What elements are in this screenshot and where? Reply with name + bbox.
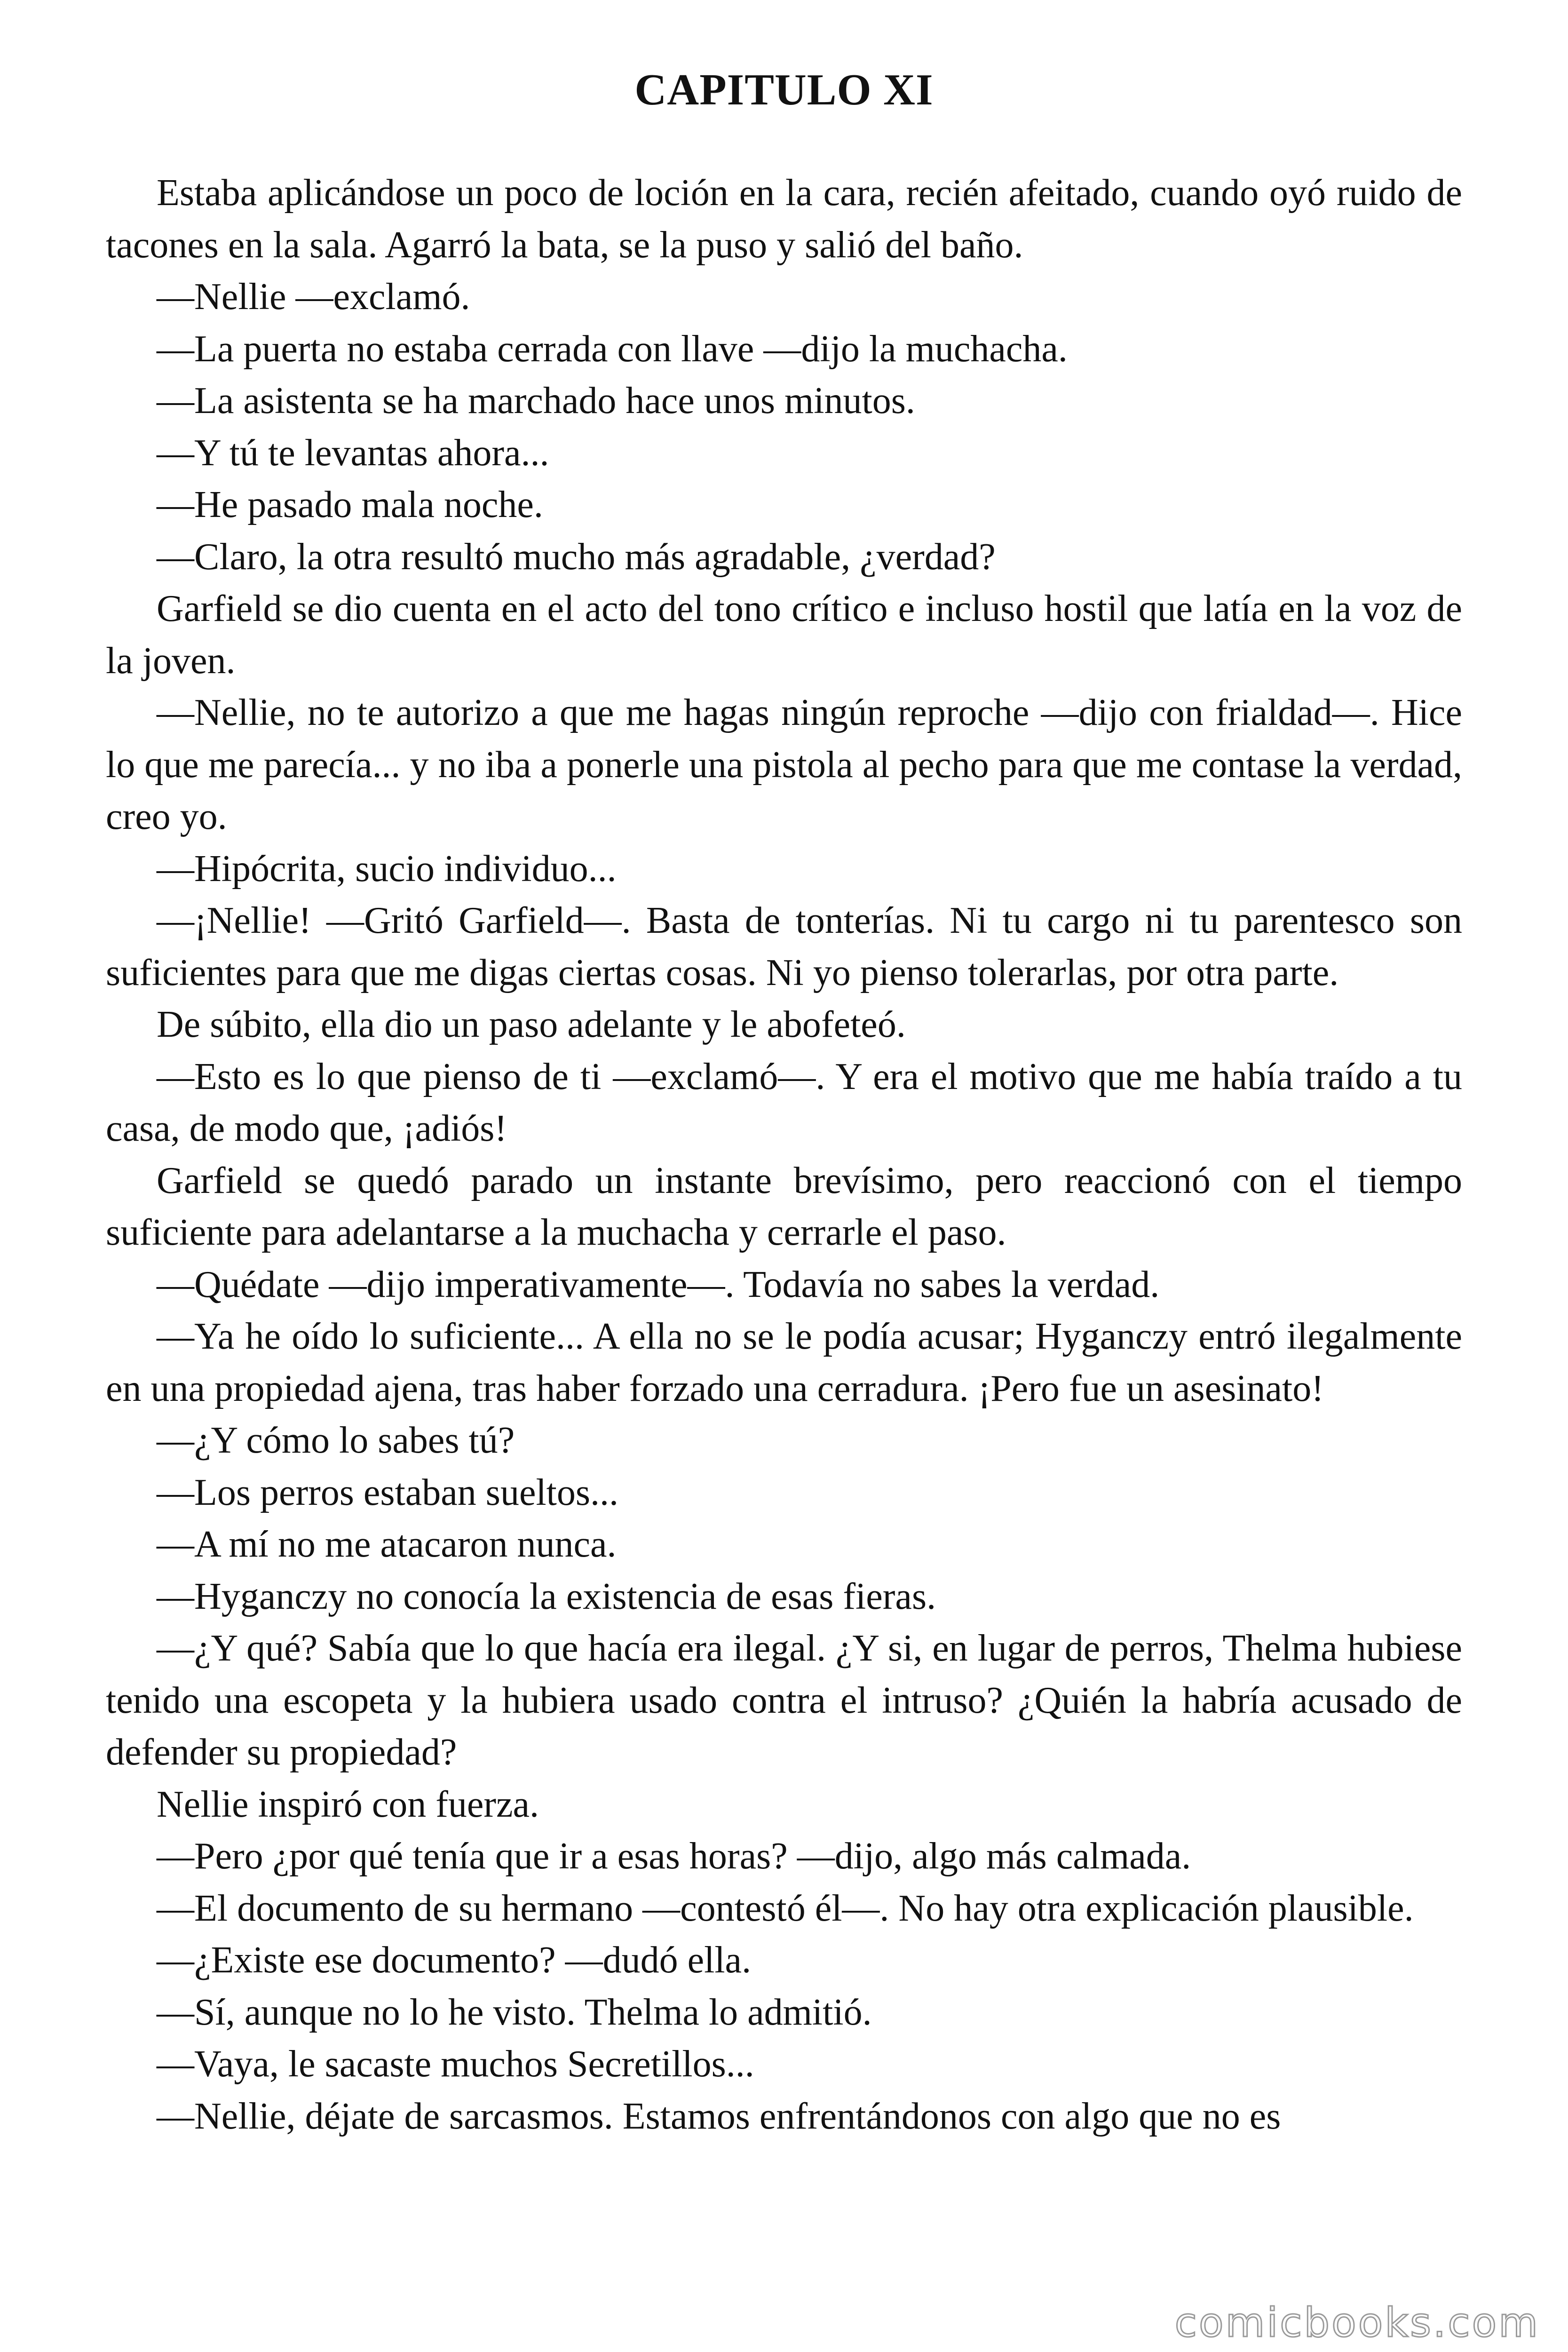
paragraph: —Vaya, le sacaste muchos Secretillos...	[157, 2043, 754, 2085]
chapter-body	[106, 167, 1462, 2142]
paragraph: De súbito, ella dio un paso adelante y le abofeteó.	[157, 1004, 906, 1046]
paragraph: Nellie inspiró con fuerza.	[157, 1783, 539, 1825]
paragraph: —Pero ¿por qué tenía que ir a esas horas? —dijo, algo más calmada.	[157, 1836, 1191, 1877]
paragraph: —¿Y cómo lo sabes tú?	[157, 1420, 515, 1462]
paragraph: —Claro, la otra resultó mucho más agradable, ¿verdad?	[157, 536, 996, 578]
paragraph: —Hyganczy no conocía la existencia de esas fieras.	[157, 1575, 936, 1617]
paragraph: —Nellie, déjate de sarcasmos. Estamos enfrentándonos con algo que no es	[157, 2095, 1281, 2137]
paragraph: —Nellie —exclamó.	[157, 276, 470, 318]
paragraph: —Nellie, no te autorizo a que me hagas ningún reproche —dijo con frialdad—. Hice lo que me parecía... y no iba a ponerle una pistola al pecho para que me contase la verdad, creo yo.	[106, 692, 1462, 838]
paragraph: —Y tú te levantas ahora...	[157, 432, 549, 474]
paragraph: —¿Existe ese documento? —dudó ella.	[157, 1939, 752, 1981]
paragraph: —Los perros estaban sueltos...	[157, 1471, 619, 1513]
paragraph: —He pasado mala noche.	[157, 484, 543, 526]
paragraph: —Sí, aunque no lo he visto. Thelma lo admitió.	[157, 1991, 872, 2033]
paragraph: —Ya he oído lo suficiente... A ella no se le podía acusar; Hyganczy entró ilegalmente en una propiedad ajena, tras haber forzado una cerradura. ¡Pero fue un asesinato!	[106, 1316, 1462, 1409]
chapter-title: CAPITULO XI	[634, 65, 934, 114]
site-watermark: comicbooks.com	[1174, 2299, 1540, 2346]
paragraph: Garfield se quedó parado un instante brevísimo, pero reaccionó con el tiempo suficiente para adelantarse a la muchacha y cerrarle el paso.	[106, 1160, 1462, 1254]
paragraph: —Quédate —dijo imperativamente—. Todavía no sabes la verdad.	[157, 1263, 1160, 1305]
paragraph: Estaba aplicándose un poco de loción en la cara, recién afeitado, cuando oyó ruido de tacones en la sala. Agarró la bata, se la puso y salió del baño.	[106, 172, 1462, 266]
paragraph: —Esto es lo que pienso de ti —exclamó—. Y era el motivo que me había traído a tu casa, de modo que, ¡adiós!	[106, 1056, 1462, 1150]
paragraph: —El documento de su hermano —contestó él—. No hay otra explicación plausible.	[157, 1887, 1414, 1929]
paragraph: Garfield se dio cuenta en el acto del tono crítico e incluso hostil que latía en la voz de la joven.	[106, 588, 1462, 682]
paragraph: —La asistenta se ha marchado hace unos minutos.	[157, 380, 915, 422]
paragraph: —A mí no me atacaron nunca.	[157, 1524, 617, 1565]
paragraph: —¿Y qué? Sabía que lo que hacía era ilegal. ¿Y si, en lugar de perros, Thelma hubiese tenido una escopeta y la hubiera usado contra el intruso? ¿Quién la habría acusado de defender su propiedad?	[106, 1628, 1462, 1773]
paragraph: —Hipócrita, sucio individuo...	[157, 848, 617, 890]
paragraph: —¡Nellie! —Gritó Garfield—. Basta de tonterías. Ni tu cargo ni tu parentesco son suficientes para que me digas ciertas cosas. Ni yo pienso tolerarlas, por otra parte.	[106, 900, 1462, 993]
paragraph: —La puerta no estaba cerrada con llave —dijo la muchacha.	[157, 328, 1068, 370]
